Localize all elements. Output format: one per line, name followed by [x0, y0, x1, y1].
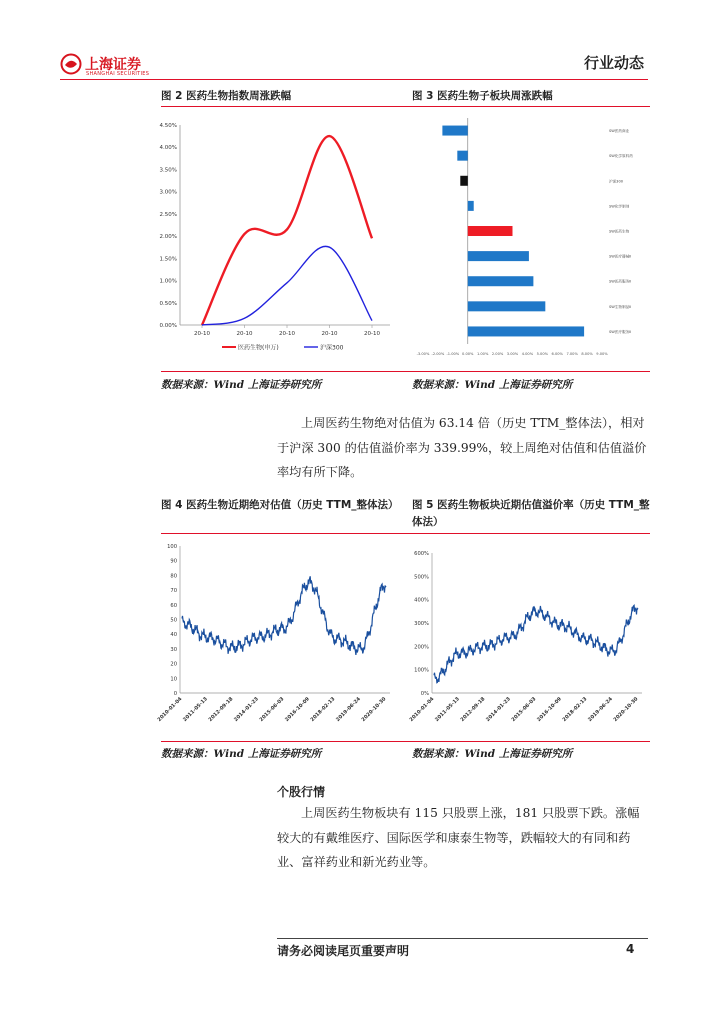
fig4-y-tick-label: 70 — [170, 588, 177, 595]
fig2-x-tick-label: 20-10 — [194, 331, 210, 337]
fig3-x-tick-label: -2.00% — [431, 352, 445, 356]
fig5-source: 数据来源：Wind 上海证券研究所 — [412, 748, 573, 760]
fig3-category-label: SW医疗服务Ⅱ — [609, 329, 631, 334]
fig3-category-label: 沪深300 — [609, 179, 624, 184]
footer-divider — [277, 938, 648, 939]
fig5-x-tick-label: 2020-10-30 — [612, 696, 640, 724]
fig4-x-tick-label: 2012-09-18 — [207, 696, 235, 724]
footer-note: 请务必阅读尾页重要声明 — [277, 944, 410, 958]
fig5-x-tick-label: 2011-05-13 — [434, 696, 461, 724]
fig2-y-tick-label: 1.00% — [159, 278, 177, 285]
fig3-category-label: SW医药服务Ⅱ — [609, 279, 631, 284]
fig4-x-tick-label: 2019-06-24 — [335, 696, 362, 724]
fig2-y-tick-label: 2.00% — [159, 234, 177, 241]
fig4-x-tick-label: 2011-05-13 — [182, 696, 209, 724]
fig3-x-tick-label: 1.00% — [476, 352, 489, 356]
fig3-bar — [468, 251, 529, 261]
fig3-x-tick-label: -3.00% — [416, 352, 430, 356]
fig2-y-tick-label: 0.50% — [159, 300, 177, 307]
fig4-y-tick-label: 40 — [170, 632, 177, 639]
fig5-y-tick-label: 200% — [414, 644, 429, 651]
fig3-source: 数据来源：Wind 上海证券研究所 — [412, 379, 573, 391]
fig3-bar — [442, 126, 467, 136]
fig2-x-tick-label: 20-10 — [279, 331, 295, 337]
fig4-x-tick-label: 2020-10-30 — [360, 696, 388, 724]
fig4-y-tick-label: 0 — [173, 691, 177, 697]
logo-text: 上海证券 — [85, 57, 141, 73]
fig3-x-tick-label: 9.00% — [596, 352, 608, 356]
section-title: 行业动态 — [584, 54, 645, 72]
fig-row1-bottom-divider — [161, 371, 650, 372]
fig3-caption: 图 3 医药生物子板块周涨跌幅 — [412, 90, 553, 102]
fig2-series-line-1 — [202, 136, 372, 325]
fig5-y-tick-label: 500% — [414, 574, 429, 581]
fig5-y-tick-label: 400% — [414, 597, 429, 604]
fig3-x-tick-label: 0.00% — [462, 352, 474, 356]
fig2-legend-label: 沪深300 — [320, 344, 344, 352]
fig5-x-tick-label: 2015-06-03 — [510, 696, 538, 724]
fig5-series-line — [434, 605, 638, 682]
fig3-bar — [468, 301, 546, 311]
fig3-bar — [468, 276, 534, 286]
valuation-paragraph — [277, 411, 647, 485]
fig3-bar — [468, 201, 474, 211]
fig-row1-top-divider — [161, 106, 650, 107]
fig4-y-tick-label: 20 — [170, 661, 177, 668]
fig4-x-tick-label: 2014-01-23 — [233, 696, 260, 724]
fig3-x-tick-label: 3.00% — [506, 352, 519, 356]
fig3-x-tick-label: -1.00% — [446, 352, 460, 356]
fig4-source: 数据来源：Wind 上海证券研究所 — [161, 748, 322, 760]
fig-row2-top-divider — [161, 533, 650, 534]
fig3-x-tick-label: 4.00% — [521, 352, 534, 356]
fig2-y-tick-label: 0.00% — [159, 323, 177, 329]
fig4-x-tick-label: 2018-02-13 — [309, 696, 337, 724]
fig3-bar — [468, 326, 584, 336]
fig4-y-tick-label: 10 — [170, 676, 177, 683]
fig5-y-tick-label: 300% — [414, 621, 429, 627]
fig2-series-line-2 — [202, 246, 372, 325]
fig2-y-tick-label: 4.50% — [159, 123, 177, 129]
fig3-x-tick-label: 8.00% — [581, 352, 593, 356]
fig4-caption: 图 4 医药生物近期绝对估值（历史 TTM_整体法） — [161, 499, 399, 511]
fig4-y-tick-label: 50 — [170, 617, 177, 624]
fig3-bar — [457, 151, 467, 161]
fig2-chart — [150, 112, 400, 362]
fig2-caption: 图 2 医药生物指数周涨跌幅 — [161, 90, 292, 102]
fig2-y-tick-label: 3.50% — [159, 167, 177, 174]
fig4-chart — [150, 538, 400, 738]
fig5-x-tick-label: 2019-06-24 — [587, 696, 614, 724]
fig3-x-tick-label: 7.00% — [566, 352, 578, 356]
fig3-category-label: SW医疗器械Ⅱ — [609, 254, 631, 259]
fig4-series-line — [182, 576, 386, 655]
fig3-chart — [410, 112, 650, 362]
fig3-category-label: SW医药商业 — [609, 129, 630, 134]
fig3-x-tick-label: 2.00% — [491, 352, 504, 356]
fig4-y-tick-label: 100 — [167, 544, 177, 550]
fig5-y-tick-label: 0% — [420, 691, 429, 697]
fig4-x-tick-label: 2015-06-03 — [258, 696, 286, 724]
stocks-title: 个股行情 — [277, 785, 326, 799]
fig5-x-tick-label: 2016-10-09 — [536, 696, 563, 724]
fig5-x-tick-label: 2012-09-18 — [459, 696, 487, 724]
logo-emblem-icon — [60, 53, 82, 75]
fig5-chart — [400, 538, 650, 738]
stocks-paragraph — [277, 801, 647, 875]
fig2-x-tick-label: 20-10 — [364, 331, 380, 337]
fig3-category-label: SW化学原料药 — [609, 154, 633, 159]
fig2-y-tick-label: 4.00% — [159, 145, 177, 152]
fig3-bar — [460, 176, 467, 186]
valuation-text: 上周医药生物绝对估值为 63.14 倍（历史 TTM_整体法），相对于沪深 300 的估值溢价率为 339.99%，较上周绝对估值和估值溢价率均有所下降。 — [277, 416, 647, 479]
page-number: 4 — [626, 942, 635, 956]
fig3-category-label: SW化学制剂 — [609, 204, 630, 209]
fig5-caption: 图 5 医药生物板块近期估值溢价率（历史 TTM_整体法） — [412, 499, 650, 528]
fig5-y-tick-label: 600% — [414, 551, 429, 557]
fig5-y-tick-label: 100% — [414, 667, 429, 674]
fig4-y-tick-label: 60 — [170, 602, 177, 609]
fig5-x-tick-label: 2010-01-04 — [408, 696, 436, 724]
fig2-y-tick-label: 3.00% — [159, 189, 177, 196]
fig-row2-bottom-divider — [161, 741, 650, 742]
fig2-y-tick-label: 2.50% — [159, 211, 177, 218]
fig5-x-tick-label: 2014-01-23 — [485, 696, 512, 724]
logo-subtext: SHANGHAI SECURITIES — [86, 71, 150, 77]
fig3-x-tick-label: 6.00% — [551, 352, 563, 356]
fig2-legend-label: 医药生物(申万) — [238, 344, 279, 352]
fig4-y-tick-label: 90 — [170, 558, 177, 565]
fig4-x-tick-label: 2010-01-04 — [156, 696, 184, 724]
fig3-x-tick-label: 5.00% — [536, 352, 549, 356]
fig4-y-tick-label: 30 — [170, 646, 177, 653]
fig5-x-tick-label: 2018-02-13 — [561, 696, 589, 724]
header-divider — [60, 79, 648, 80]
fig4-y-tick-label: 80 — [170, 573, 177, 580]
fig2-source: 数据来源：Wind 上海证券研究所 — [161, 379, 322, 391]
stocks-text: 上周医药生物板块有 115 只股票上涨，181 只股票下跌。涨幅较大的有戴维医疗、国际医学和康泰生物等，跌幅较大的有同和药业、富祥药业和新光药业等。 — [277, 806, 640, 869]
fig2-y-tick-label: 1.50% — [159, 256, 177, 263]
fig3-category-label: SW医药生物 — [609, 229, 630, 234]
fig3-category-label: SW生物制品Ⅱ — [609, 304, 631, 309]
fig3-bar — [468, 226, 513, 236]
fig2-x-tick-label: 20-10 — [321, 331, 338, 337]
fig2-x-tick-label: 20-10 — [236, 331, 253, 337]
fig4-x-tick-label: 2016-10-09 — [284, 696, 311, 724]
